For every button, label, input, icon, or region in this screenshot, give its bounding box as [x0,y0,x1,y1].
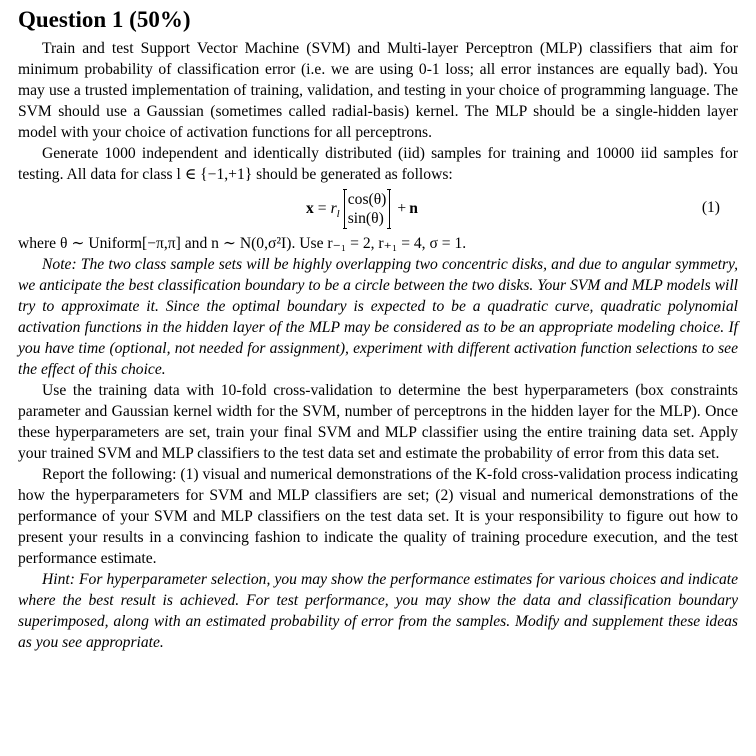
equation-body [306,187,418,231]
equation-equals: = [317,200,327,217]
equation-number: (1) [701,199,720,216]
paragraph-note: Note: The two class sample sets will be highly overlapping two concentric disks, and due to angular symmetry, we anticipate the best classification boundary to be a circle between the two disks. Your SVM and MLP models will try to approximate it. Since the optimal boundary is expected to be a quadratic curve, quadratic polynomial activation functions in the hidden layer of the MLP may be considered as to be an appropriate modeling choice. If you have time (optional, not needed for assignment), experiment with different activation function selections to see the effect of this choice. [18,256,738,378]
paragraph-where: where θ ∼ Uniform[−π,π] and n ∼ N(0,σ²I). Use r₋₁ = 2, r₊₁ = 4, σ = 1. [18,235,467,252]
equation-noise: n [409,200,418,217]
equation-lhs: x [306,200,314,217]
question-heading: Question 1 (50%) [18,7,191,32]
paragraph-intro: Train and test Support Vector Machine (SVM) and Multi-layer Perceptron (MLP) classifiers that aim for minimum probability of classification error (i.e. we are using 0-1 loss; all error instances are equally bad). You may use a trusted implementation of training, validation, and testing in your choice of programming language. The SVM should use a Gaussian (sometimes called radial-basis) kernel. The MLP should be a single-hidden layer model with your choice of activation functions for all perceptrons. [18,40,738,141]
paragraph-cross-validation: Use the training data with 10-fold cross-validation to determine the best hyperparameters (box constraints parameter and Gaussian kernel width for the SVM, number of perceptrons in the hidden layer for the MLP). Once these hyperparameters are set, train your final SVM and MLP classifier using the entire training data set. Apply your trained SVM and MLP classifiers to the test data set and estimate the probability of error from this data set. [18,382,738,462]
paragraph-data-generation: Generate 1000 independent and identically distributed (iid) samples for training and 10000 iid samples for testing. All data for class l ∈ {−1,+1} should be generated as follows: [18,145,738,183]
equation-1 [18,187,738,231]
equation-vector [344,189,391,229]
equation-vector-bottom: sin(θ) [347,210,384,227]
document [18,6,738,653]
equation-r-subscript: l [336,208,340,220]
paragraph-hint: Hint: For hyperparameter selection, you may show the performance estimates for various choices and indicate where the best result is achieved. For test performance, you may show the data and classification boundary superimposed, along with an estimated probability of error from the samples. Modify and supplement these ideas as you see appropriate. [18,571,738,651]
equation-plus: + [397,200,407,217]
paragraph-report: Report the following: (1) visual and numerical demonstrations of the K-fold cross-validation process indicating how the hyperparameters for SVM and MLP classifiers are set; (2) visual and numerical demonstrations of the performance of your SVM and MLP classifiers on the test data set. It is your responsibility to figure out how to present your results in a convincing fashion to indicate the quality of training procedure execution, and the test performance estimate. [18,466,738,567]
equation-vector-top: cos(θ) [347,191,387,208]
equation-r: r [330,200,337,217]
